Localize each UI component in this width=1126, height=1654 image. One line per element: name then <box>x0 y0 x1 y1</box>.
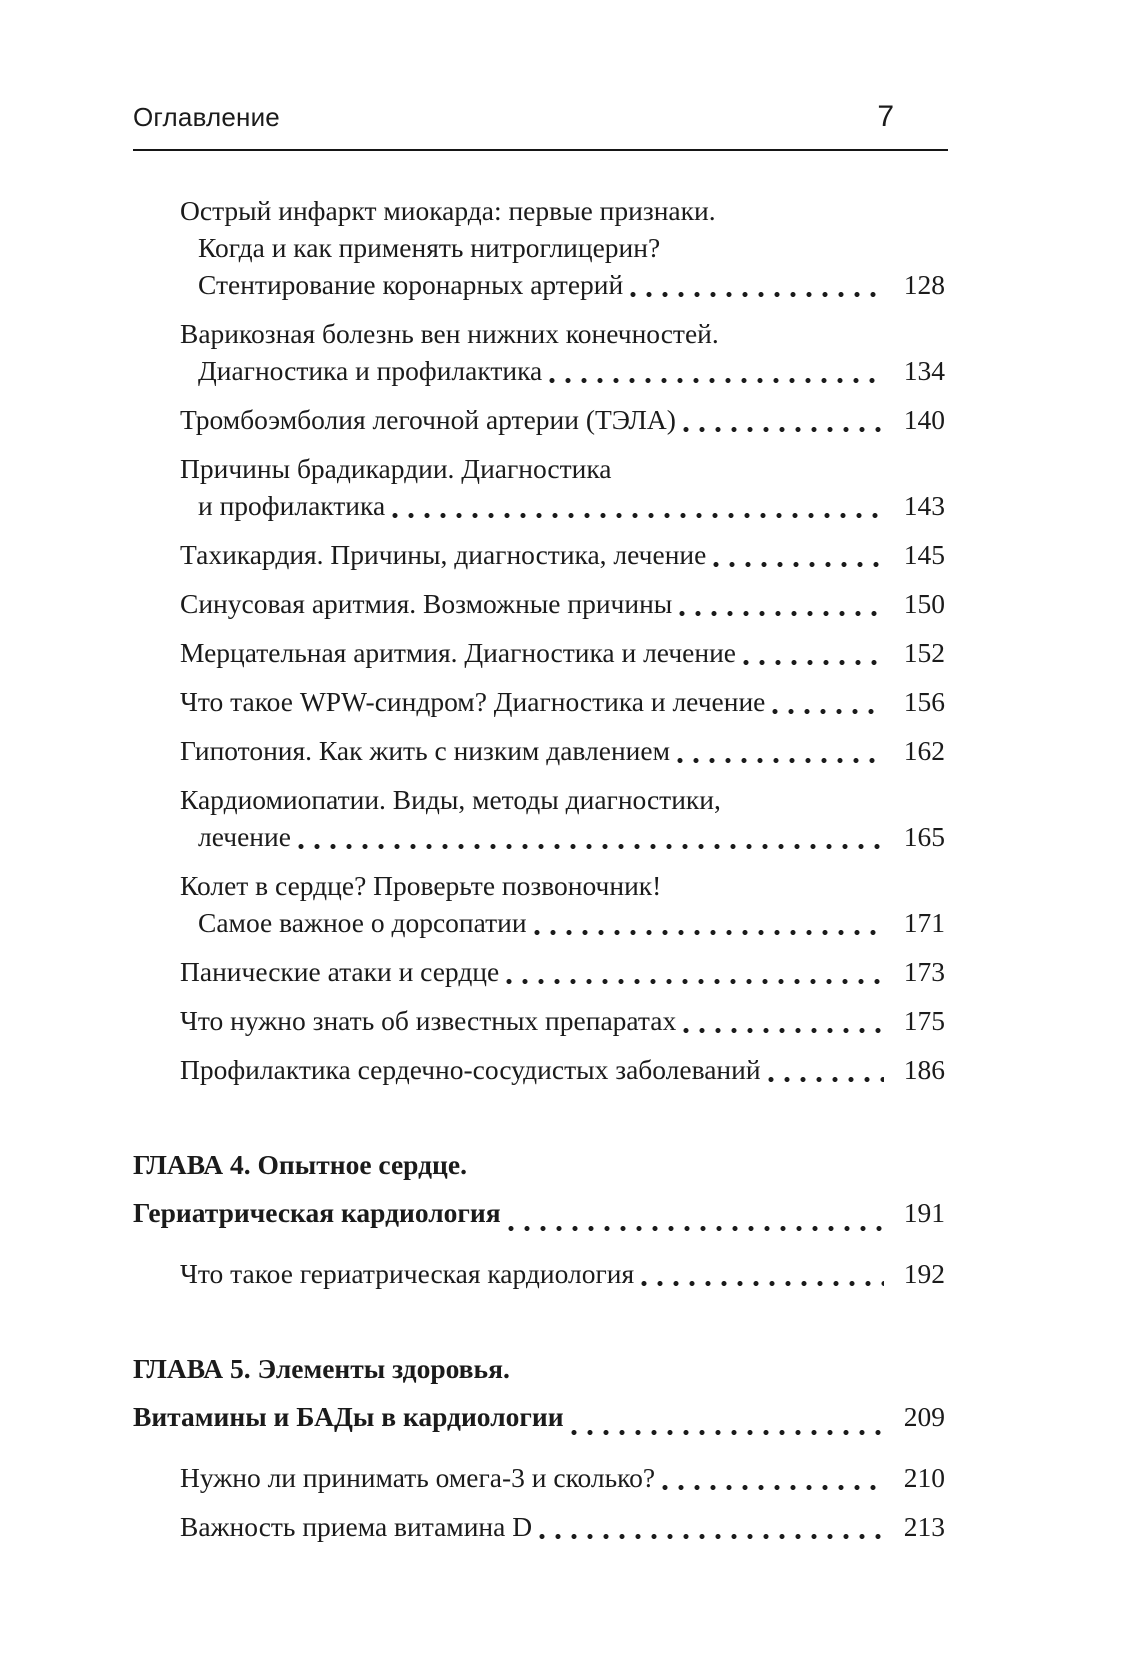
toc-entry-text: Стентирование коронарных артерий <box>198 269 624 300</box>
toc-entry-text: лечение <box>198 821 291 852</box>
dot-leader <box>743 659 884 666</box>
dot-leader <box>683 426 884 433</box>
toc-entry <box>133 585 945 622</box>
toc-entry-page-number: 186 <box>903 1054 945 1085</box>
toc-entry-line <box>133 266 945 303</box>
toc-entry-page-number: 150 <box>903 588 945 619</box>
toc-entry-line <box>133 1051 945 1088</box>
toc-entry-text: Когда и как применять нитроглицерин? <box>198 232 661 263</box>
toc-entry-text: Кардиомиопатии. Виды, методы диагностики, <box>180 784 721 815</box>
toc-entry-page-number: 192 <box>903 1258 945 1289</box>
toc-entry-text: ГЛАВА 5. Элементы здоровья. <box>133 1353 510 1384</box>
toc-entry-page-number: 156 <box>903 686 945 717</box>
toc-entry <box>133 1051 945 1088</box>
toc-entry <box>133 315 945 389</box>
toc-entry-line <box>133 818 945 855</box>
toc-entry-line <box>133 401 945 438</box>
toc-entry-line <box>133 1002 945 1039</box>
toc-entry <box>133 1002 945 1039</box>
toc-entry-text: Мерцательная аритмия. Диагностика и лечение <box>180 637 736 668</box>
toc-entry-page-number: 140 <box>903 404 945 435</box>
toc-entry-line <box>133 450 945 487</box>
toc-entry-text: Варикозная болезнь вен нижних конечностей. <box>180 318 719 349</box>
toc-entry-text: Витамины и БАДы в кардиологии <box>133 1401 564 1432</box>
dot-leader <box>298 843 884 850</box>
toc-entry-text: Профилактика сердечно-сосудистых заболеваний <box>180 1054 761 1085</box>
toc-entry-line <box>133 585 945 622</box>
toc-entry <box>133 401 945 438</box>
toc-entry-text: ГЛАВА 4. Опытное сердце. <box>133 1149 467 1180</box>
toc-entry-line <box>133 904 945 941</box>
toc-entry <box>133 634 945 671</box>
dot-leader <box>630 291 884 298</box>
toc-entry-line <box>133 1508 945 1545</box>
toc-entry-text: Что нужно знать об известных препаратах <box>180 1005 677 1036</box>
toc-entry-text: Диагностика и профилактика <box>198 355 543 386</box>
toc-entry-text: Синусовая аритмия. Возможные причины <box>180 588 673 619</box>
toc-entry-page-number: 213 <box>903 1511 945 1542</box>
toc-chapter-entry <box>133 1141 945 1237</box>
toc-entry-text: Гериатрическая кардиология <box>133 1197 501 1228</box>
toc-entry-text: Острый инфаркт миокарда: первые признаки. <box>180 195 716 226</box>
dot-leader <box>713 561 884 568</box>
toc-entry-page-number: 152 <box>903 637 945 668</box>
toc-entry-page-number: 210 <box>903 1462 945 1493</box>
dot-leader <box>641 1280 884 1287</box>
toc-entry-text: Гипотония. Как жить с низким давлением <box>180 735 671 766</box>
page-header <box>133 100 946 134</box>
toc-entry-line <box>133 536 945 573</box>
dot-leader <box>677 757 884 764</box>
toc-entry-line <box>133 683 945 720</box>
header-rule <box>133 149 948 151</box>
toc-entry-line <box>133 732 945 769</box>
dot-leader <box>772 708 884 715</box>
toc-entry-line <box>133 1459 945 1496</box>
dot-leader <box>768 1076 884 1083</box>
dot-leader <box>506 978 884 985</box>
toc-entry-text: Важность приема витамина D <box>180 1511 533 1542</box>
dot-leader <box>662 1484 884 1491</box>
toc-entry-line <box>133 352 945 389</box>
toc-entry <box>133 867 945 941</box>
toc-entry <box>133 450 945 524</box>
toc-entry <box>133 1459 945 1496</box>
toc-entry <box>133 683 945 720</box>
dot-leader <box>508 1225 884 1232</box>
toc-entry-text: и профилактика <box>198 490 386 521</box>
toc-entry-text: Панические атаки и сердце <box>180 956 500 987</box>
toc-entry-line <box>133 1393 945 1441</box>
toc-entry-text: Что такое гериатрическая кардиология <box>180 1258 635 1289</box>
toc-entry <box>133 732 945 769</box>
dot-leader <box>683 1027 884 1034</box>
toc-entry-line <box>133 867 945 904</box>
toc-entry-text: Тромбоэмболия легочной артерии (ТЭЛА) <box>180 404 676 435</box>
toc-entry-text: Тахикардия. Причины, диагностика, лечение <box>180 539 707 570</box>
toc-entry-line <box>133 192 945 229</box>
toc-entry <box>133 953 945 990</box>
toc-entry-page-number: 191 <box>903 1197 945 1228</box>
toc-entry <box>133 192 945 303</box>
toc-entry-line <box>133 1141 945 1189</box>
toc-entry-line <box>133 315 945 352</box>
page-title: Оглавление <box>133 102 280 132</box>
toc-entry-page-number: 145 <box>903 539 945 570</box>
dot-leader <box>571 1429 884 1436</box>
toc-entry-line <box>133 1345 945 1393</box>
toc-entry <box>133 1255 945 1292</box>
toc-entry <box>133 781 945 855</box>
toc-entry <box>133 1508 945 1545</box>
dot-leader <box>392 512 884 519</box>
toc-entry-page-number: 143 <box>903 490 945 521</box>
toc-entry-text: Нужно ли принимать омега-3 и сколько? <box>180 1462 656 1493</box>
dot-leader <box>539 1533 884 1540</box>
dot-leader <box>549 377 884 384</box>
toc-entry-page-number: 162 <box>903 735 945 766</box>
toc-entry-line <box>133 487 945 524</box>
toc-chapter-entry <box>133 1345 945 1441</box>
toc-entry <box>133 536 945 573</box>
dot-leader <box>679 610 884 617</box>
toc-entry-line <box>133 953 945 990</box>
toc-entry-page-number: 134 <box>903 355 945 386</box>
toc-entry-page-number: 128 <box>903 269 945 300</box>
dot-leader <box>534 929 884 936</box>
toc-entry-line <box>133 1255 945 1292</box>
toc-entry-text: Самое важное о дорсопатии <box>198 907 527 938</box>
toc-entry-page-number: 171 <box>903 907 945 938</box>
toc-entry-line <box>133 634 945 671</box>
toc-entry-page-number: 175 <box>903 1005 945 1036</box>
table-of-contents <box>133 192 945 1557</box>
toc-entry-line <box>133 229 945 266</box>
toc-entry-page-number: 173 <box>903 956 945 987</box>
toc-entry-text: Что такое WPW-синдром? Диагностика и лечение <box>180 686 766 717</box>
toc-entry-page-number: 209 <box>903 1401 945 1432</box>
toc-entry-text: Причины брадикардии. Диагностика <box>180 453 612 484</box>
toc-entry-text: Колет в сердце? Проверьте позвоночник! <box>180 870 662 901</box>
page-number: 7 <box>877 100 894 133</box>
toc-entry-line <box>133 1189 945 1237</box>
toc-entry-line <box>133 781 945 818</box>
toc-entry-page-number: 165 <box>903 821 945 852</box>
